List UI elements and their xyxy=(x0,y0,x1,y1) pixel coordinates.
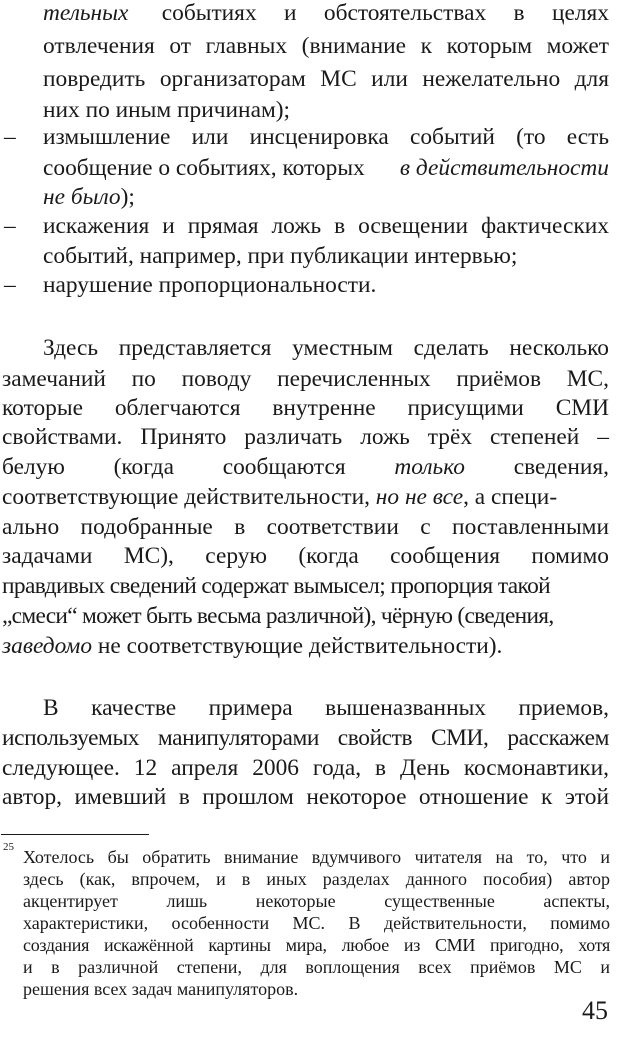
text-fragment: событиях и обстоятельствах в целях xyxy=(134,0,609,26)
footnote-text: акцентирует лишь некоторые существенные аспекты, xyxy=(23,891,610,911)
text-line: Здесь представляется уместным сделать несколько xyxy=(43,335,609,361)
italic-text: не было xyxy=(43,184,121,210)
italic-text: тельных xyxy=(43,0,129,26)
text-word: (когда xyxy=(113,454,174,480)
text-fragment: сообщение о событиях, которых xyxy=(43,155,371,181)
text-fragment: ); xyxy=(120,184,135,210)
list-dash: – xyxy=(4,124,16,150)
text-line: измышление или инсценировка событий (то есть xyxy=(43,124,609,150)
footnote-separator xyxy=(1,834,149,835)
text-word: сведения, xyxy=(513,454,609,480)
text-line: повредить организаторам МС или нежелательно для xyxy=(43,66,609,92)
text-line: автор, имевший в прошлом некоторое отношение к этой xyxy=(2,784,609,810)
text-line: „смеси“ может быть весьма различной), чёрную (сведения, xyxy=(2,603,554,629)
text-word: сообщаются xyxy=(222,454,346,480)
text-word: белую xyxy=(2,454,65,480)
footnote-text: создания искажённой картины мира, любое из СМИ пригодно, хотя xyxy=(23,935,610,955)
italic-text: только xyxy=(394,454,465,480)
text-line: нарушение пропорциональности. xyxy=(43,272,377,298)
footnote-text: здесь (как, впрочем, и в иных разделах данного пособия) автор xyxy=(23,869,610,889)
footnote-marker: 25 xyxy=(3,841,14,853)
italic-text: в действительности xyxy=(399,155,609,181)
text-line: них по иным причинам); xyxy=(43,97,291,123)
text-line: свойствами. Принято различать ложь трёх степеней – xyxy=(2,424,609,450)
footnote-text: характеристики, особенности МС. В действительности, помимо xyxy=(23,913,610,933)
text-line: В качестве примера вышеназванных приемов, xyxy=(43,695,609,721)
italic-text: заведомо xyxy=(2,633,93,659)
text-line: используемых манипуляторами свойств СМИ, расскажем xyxy=(2,725,609,751)
footnote-text: Хотелось бы обратить внимание вдумчивого читателя на то, что и xyxy=(23,847,610,867)
text-fragment: соответствующие действительности, xyxy=(2,484,376,510)
text-line: ально подобранные в соответствии с поставленными xyxy=(2,514,609,540)
page-number: 45 xyxy=(582,996,608,1025)
italic-text: но не все xyxy=(375,484,464,510)
list-dash: – xyxy=(4,272,16,298)
text-line: правдивых сведений содержат вымысел; пропорция такой xyxy=(2,573,551,599)
text-line: искажения и прямая ложь в освещении фактических xyxy=(43,213,609,239)
text-line: следующее. 12 апреля 2006 года, в День космонавтики, xyxy=(2,755,609,781)
footnote-text: решения всех задач манипуляторов. xyxy=(23,979,299,999)
text-line: замечаний по поводу перечисленных приёмов МС, xyxy=(2,366,609,392)
text-line: которые облегчаются внутренне присущими СМИ xyxy=(2,395,609,421)
text-line: событий, например, при публикации интервью; xyxy=(43,243,518,269)
text-fragment: , а специ- xyxy=(463,484,558,510)
list-dash: – xyxy=(4,213,16,239)
text-fragment: не соответствующие действительности). xyxy=(92,633,503,659)
text-line: отвлечения от главных (внимание к которым может xyxy=(43,33,609,59)
footnote-text: и в различной степени, для воплощения всех приёмов МС и xyxy=(23,957,610,977)
text-line: задачами МС), серую (когда сообщения помимо xyxy=(2,543,609,569)
